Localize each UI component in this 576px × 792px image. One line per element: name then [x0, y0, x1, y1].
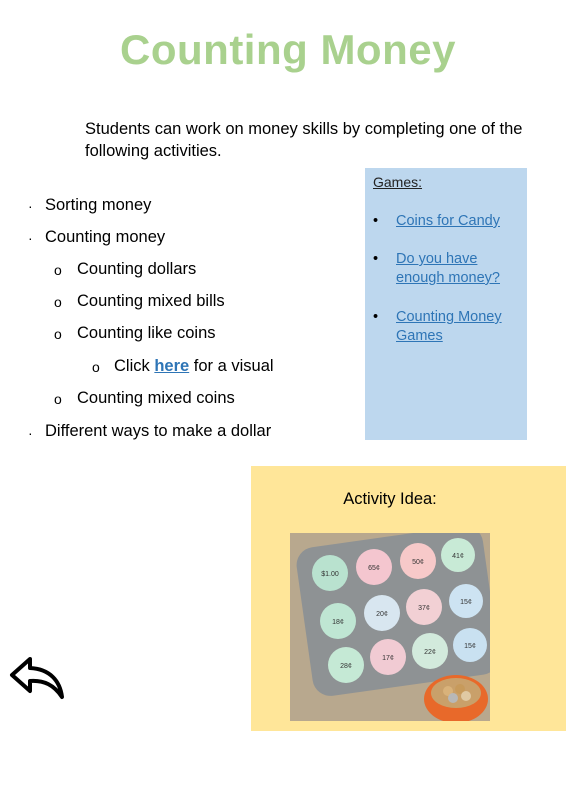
list-item-counting-mixed-bills: Counting mixed bills: [77, 292, 225, 310]
game-link[interactable]: Coins for Candy: [396, 213, 500, 229]
game-item-coins-for-candy[interactable]: [373, 212, 523, 232]
page-title: Counting Money: [120, 26, 456, 73]
muffin-tin-illustration: [290, 533, 490, 721]
sub-bullet: o: [54, 294, 62, 310]
game-link[interactable]: Do you have enough money?: [396, 251, 500, 286]
cup-label: 28¢: [340, 663, 352, 670]
cup-label: 15¢: [464, 643, 476, 650]
game-bullet: •: [373, 213, 379, 229]
cup-label: 20¢: [376, 611, 388, 618]
cup-label: 41¢: [452, 553, 464, 560]
list-item-counting-like-coins: Counting like coins: [77, 324, 216, 342]
list-item-counting-dollars: Counting dollars: [77, 260, 197, 278]
visual-prefix-text: Click: [114, 357, 155, 375]
game-bullet: •: [373, 251, 379, 267]
cup-label: $1.00: [321, 571, 339, 578]
cup-label: 37¢: [418, 605, 430, 612]
game-item-enough-money[interactable]: [373, 250, 523, 290]
cup-label: 65¢: [368, 565, 380, 572]
game-item-counting-money-games[interactable]: [373, 308, 523, 348]
intro-text: Students can work on money skills by completing one of the following activities.: [85, 120, 523, 160]
list-item-counting-money: Counting money: [45, 228, 166, 246]
cup-label: 17¢: [382, 655, 394, 662]
sub-bullet: o: [92, 359, 100, 375]
cup-label: 22¢: [424, 649, 436, 656]
game-link[interactable]: Counting Money Games: [396, 309, 502, 344]
sub-bullet: o: [54, 262, 62, 278]
bullet: ·: [28, 425, 33, 441]
list-item-sorting-money: Sorting money: [45, 196, 152, 214]
back-arrow-icon[interactable]: [8, 655, 66, 706]
sub-bullet: o: [54, 391, 62, 407]
list-item-different-ways: Different ways to make a dollar: [45, 422, 272, 440]
muffin-tin-photo: [290, 533, 490, 721]
cup-label: 18¢: [332, 619, 344, 626]
game-bullet: •: [373, 309, 379, 325]
cup-label: 15¢: [460, 599, 472, 606]
list-item-counting-mixed-coins: Counting mixed coins: [77, 389, 235, 407]
bullet: ·: [28, 198, 33, 214]
bullet: ·: [28, 230, 33, 246]
visual-link[interactable]: here: [154, 357, 190, 375]
list-item-visual: [114, 356, 274, 376]
sub-bullet: o: [54, 326, 62, 342]
coin-bowl: [424, 675, 488, 721]
cup-label: 50¢: [412, 559, 424, 566]
games-panel: [365, 168, 527, 440]
visual-suffix-text: for a visual: [189, 357, 274, 375]
games-title: Games:: [373, 174, 423, 190]
activity-idea-title: Activity Idea:: [343, 490, 437, 508]
